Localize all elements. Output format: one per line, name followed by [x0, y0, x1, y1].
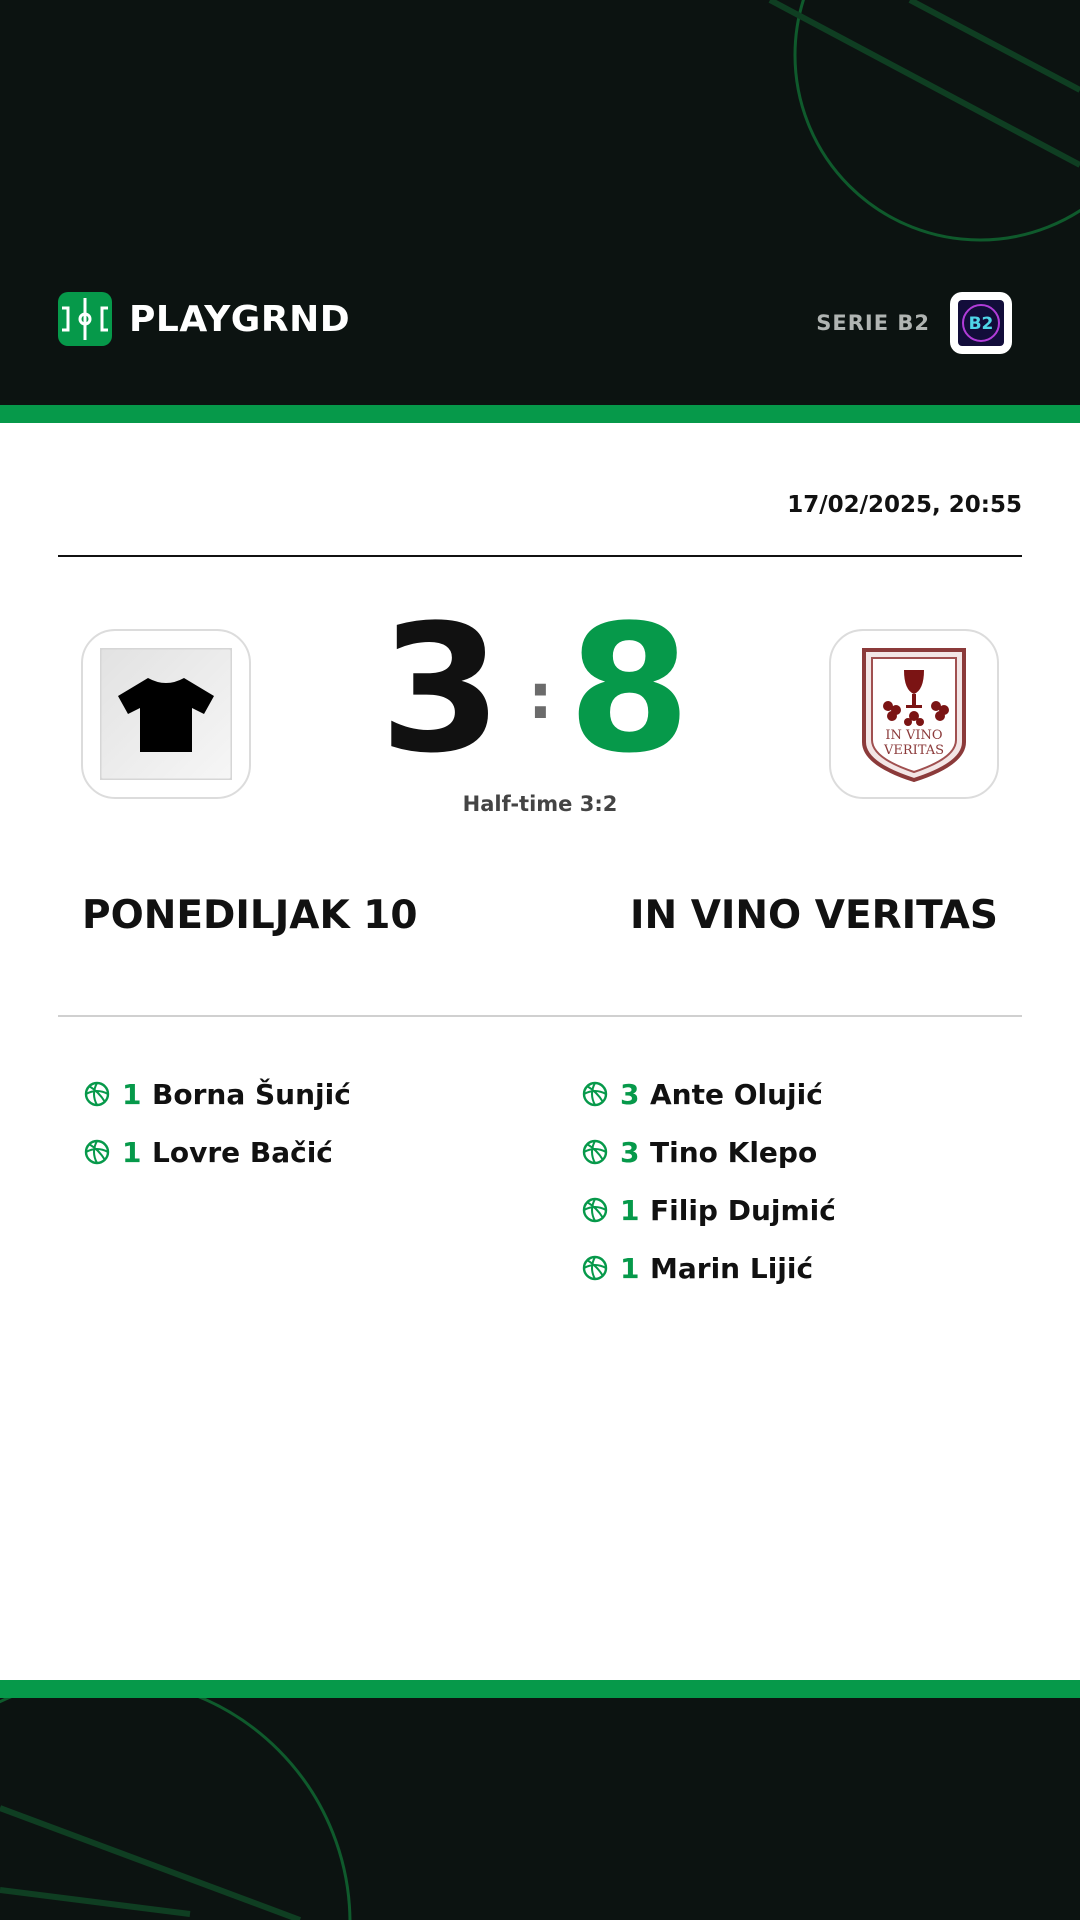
serie-b2-badge-icon: [950, 292, 1012, 354]
player-name: Lovre Bačić: [152, 1135, 333, 1169]
league: [816, 292, 1012, 354]
player-name: Filip Dujmić: [650, 1193, 836, 1227]
goal-count: 1: [122, 1077, 142, 1111]
green-strip-bottom: [0, 1680, 1080, 1698]
goal-count: 1: [620, 1251, 640, 1285]
player-name: Ante Olujić: [650, 1077, 823, 1111]
crest-text-line2: VERITAS: [883, 743, 945, 758]
divider: [58, 1015, 1022, 1017]
goal-count: 1: [122, 1135, 142, 1169]
pitch-icon: [58, 292, 112, 346]
league-badge-text: B2: [968, 314, 994, 334]
brand: [58, 292, 350, 346]
scorer-item: [82, 1123, 351, 1181]
match-datetime: 17/02/2025, 20:55: [787, 492, 1022, 518]
scoreboard: [0, 587, 1080, 792]
football-icon: [580, 1195, 610, 1225]
football-icon: [580, 1137, 610, 1167]
footer: [0, 1698, 1080, 1920]
football-icon: [580, 1079, 610, 1109]
player-name: Tino Klepo: [650, 1135, 818, 1169]
scorer-item: [82, 1065, 351, 1123]
scorer-item: [580, 1123, 836, 1181]
crest-text-line1: IN VINO: [885, 728, 943, 743]
away-team-name: IN VINO VERITAS: [629, 893, 998, 938]
home-team-name: PONEDILJAK 10: [82, 893, 418, 938]
goal-count: 1: [620, 1193, 640, 1227]
halftime-score: Half-time 3:2: [462, 792, 618, 816]
away-scorers-list: [580, 1065, 836, 1297]
green-strip-top: [0, 405, 1080, 423]
header: [0, 0, 1080, 405]
pitch-lines-decoration: [0, 1698, 1080, 1920]
player-name: Borna Šunjić: [152, 1077, 351, 1111]
divider: [58, 555, 1022, 557]
away-score: 8: [568, 587, 691, 792]
home-score: 3: [379, 587, 502, 792]
goal-count: 3: [620, 1135, 640, 1169]
league-name: SERIE B2: [816, 311, 930, 335]
brand-name: PLAYGRND: [129, 298, 351, 340]
scorer-item: [580, 1239, 836, 1297]
scorer-item: [580, 1181, 836, 1239]
score-separator: :: [528, 660, 553, 733]
football-icon: [580, 1253, 610, 1283]
football-icon: [82, 1079, 112, 1109]
football-icon: [82, 1137, 112, 1167]
goal-count: 3: [620, 1077, 640, 1111]
scorer-item: [580, 1065, 836, 1123]
player-name: Marin Lijić: [650, 1251, 814, 1285]
home-scorers-list: [82, 1065, 351, 1181]
